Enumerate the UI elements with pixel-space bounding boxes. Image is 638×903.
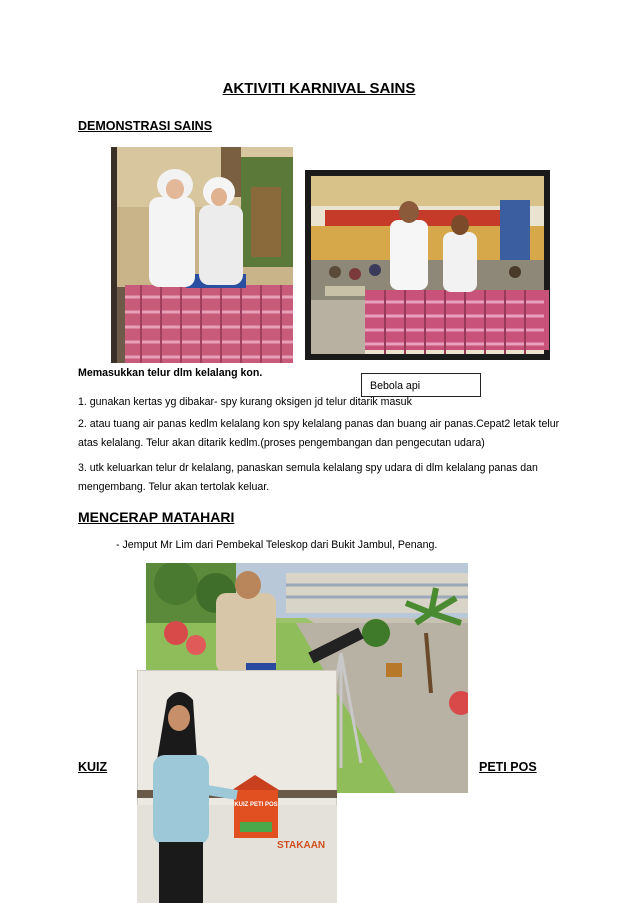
- mencerap-note: - Jemput Mr Lim dari Pembekal Teleskop dari Bukit Jambul, Penang.: [116, 539, 438, 551]
- photo-demonstration-girls: [111, 147, 293, 363]
- step-3: 3. utk keluarkan telur dr kelalang, panaskan semula kelalang spy udara di dlm kelalang panas dan mengembang. Telur akan tertolak keluar.: [78, 462, 538, 493]
- section-heading-kuiz: KUIZ: [78, 760, 108, 774]
- section-heading-peti-pos: PETI POS: [479, 760, 537, 774]
- section-heading-demonstrasi: DEMONSTRASI SAINS: [78, 119, 213, 133]
- step-2: 2. atau tuang air panas kedlm kelalang kon spy kelalang panas dan buang air panas.Cepat2 letak telur atas kelalang. Telur akan ditarik kedlm.(proses pengembangan dan pengecutan udara): [78, 418, 560, 449]
- wall-text: STAKAAN: [277, 840, 326, 851]
- step-1: 1. gunakan kertas yg dibakar- spy kurang oksigen jd telur ditarik masuk: [78, 396, 412, 408]
- caption-telur: Memasukkan telur dlm kelalang kon.: [78, 367, 263, 379]
- photo-demonstration-boys: [305, 170, 550, 360]
- callout-bebola-api: Bebola api: [361, 373, 481, 397]
- section-heading-mencerap: MENCERAP MATAHARI: [78, 509, 235, 525]
- page-title: AKTIVITI KARNIVAL SAINS: [222, 80, 416, 97]
- box-label: KUIZ PETI POS: [234, 802, 278, 808]
- photo-peti-pos: [137, 670, 337, 903]
